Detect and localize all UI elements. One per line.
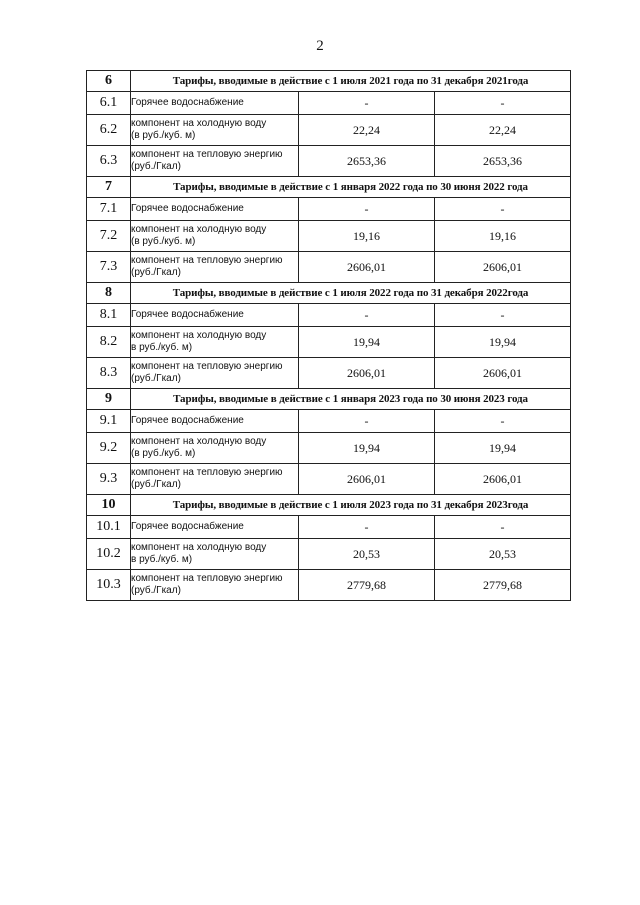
- tariff-table: [86, 70, 571, 601]
- table-row: [87, 252, 571, 283]
- value-cell-1: 2606,01: [299, 464, 435, 495]
- value-cell-1: 2606,01: [299, 252, 435, 283]
- section-number: 9: [87, 389, 131, 410]
- row-name: Горячее водоснабжение: [131, 516, 299, 539]
- table-row: [87, 358, 571, 389]
- table-row: [87, 516, 571, 539]
- value-cell-2: 19,16: [435, 221, 571, 252]
- row-name: компонент на холодную воду в руб./куб. м): [131, 539, 299, 570]
- row-name: компонент на холодную воду в руб./куб. м): [131, 327, 299, 358]
- table-row: [87, 146, 571, 177]
- row-number: 7.2: [87, 221, 131, 252]
- value-cell-1: 19,16: [299, 221, 435, 252]
- row-name: компонент на тепловую энергию (руб./Гкал): [131, 146, 299, 177]
- table-row: [87, 221, 571, 252]
- row-number: 10.1: [87, 516, 131, 539]
- row-number: 7.1: [87, 198, 131, 221]
- table-row: [87, 433, 571, 464]
- table-row: [87, 410, 571, 433]
- table-row: [87, 570, 571, 601]
- section-number: 6: [87, 71, 131, 92]
- row-number: 10.2: [87, 539, 131, 570]
- value-cell-2: 20,53: [435, 539, 571, 570]
- value-cell-1: -: [299, 410, 435, 433]
- value-cell-2: 2606,01: [435, 358, 571, 389]
- row-name: Горячее водоснабжение: [131, 304, 299, 327]
- value-cell-2: 2606,01: [435, 464, 571, 495]
- value-cell-2: 19,94: [435, 433, 571, 464]
- value-cell-2: -: [435, 304, 571, 327]
- section-title: Тарифы, вводимые в действие с 1 июля 2023 года по 31 декабря 2023года: [131, 495, 571, 516]
- row-number: 8.1: [87, 304, 131, 327]
- section-title: Тарифы, вводимые в действие с 1 января 2023 года по 30 июня 2023 года: [131, 389, 571, 410]
- value-cell-1: 22,24: [299, 115, 435, 146]
- row-name: компонент на тепловую энергию (руб./Гкал): [131, 570, 299, 601]
- value-cell-2: 2779,68: [435, 570, 571, 601]
- section-number: 10: [87, 495, 131, 516]
- table-row: [87, 92, 571, 115]
- value-cell-2: -: [435, 516, 571, 539]
- value-cell-2: 2606,01: [435, 252, 571, 283]
- value-cell-1: 19,94: [299, 433, 435, 464]
- value-cell-2: 22,24: [435, 115, 571, 146]
- row-name: компонент на холодную воду (в руб./куб. м): [131, 221, 299, 252]
- table-row: [87, 304, 571, 327]
- table-row: [87, 198, 571, 221]
- row-number: 8.3: [87, 358, 131, 389]
- value-cell-1: -: [299, 198, 435, 221]
- value-cell-1: 2653,36: [299, 146, 435, 177]
- value-cell-2: 19,94: [435, 327, 571, 358]
- row-number: 10.3: [87, 570, 131, 601]
- row-number: 9.3: [87, 464, 131, 495]
- row-number: 6.1: [87, 92, 131, 115]
- page-number: 2: [316, 38, 324, 54]
- value-cell-1: -: [299, 304, 435, 327]
- value-cell-2: 2653,36: [435, 146, 571, 177]
- row-number: 6.2: [87, 115, 131, 146]
- row-name: компонент на тепловую энергию (руб./Гкал): [131, 252, 299, 283]
- value-cell-2: -: [435, 198, 571, 221]
- row-name: Горячее водоснабжение: [131, 198, 299, 221]
- section-title: Тарифы, вводимые в действие с 1 июля 2021 года по 31 декабря 2021года: [131, 71, 571, 92]
- row-name: компонент на холодную воду (в руб./куб. м): [131, 115, 299, 146]
- section-number: 7: [87, 177, 131, 198]
- value-cell-1: 2779,68: [299, 570, 435, 601]
- table-row: [87, 327, 571, 358]
- row-name: Горячее водоснабжение: [131, 410, 299, 433]
- row-number: 9.1: [87, 410, 131, 433]
- section-header-row: [87, 495, 571, 516]
- row-number: 8.2: [87, 327, 131, 358]
- row-number: 6.3: [87, 146, 131, 177]
- section-header-row: [87, 283, 571, 304]
- table-row: [87, 539, 571, 570]
- value-cell-2: -: [435, 92, 571, 115]
- value-cell-1: -: [299, 516, 435, 539]
- row-number: 9.2: [87, 433, 131, 464]
- table-row: [87, 115, 571, 146]
- value-cell-1: 20,53: [299, 539, 435, 570]
- section-title: Тарифы, вводимые в действие с 1 июля 2022 года по 31 декабря 2022года: [131, 283, 571, 304]
- tariff-table-body: [87, 71, 571, 601]
- section-header-row: [87, 177, 571, 198]
- row-name: компонент на тепловую энергию (руб./Гкал): [131, 358, 299, 389]
- section-header-row: [87, 71, 571, 92]
- row-number: 7.3: [87, 252, 131, 283]
- row-name: компонент на холодную воду (в руб./куб. м): [131, 433, 299, 464]
- value-cell-1: 2606,01: [299, 358, 435, 389]
- value-cell-1: -: [299, 92, 435, 115]
- value-cell-2: -: [435, 410, 571, 433]
- table-row: [87, 464, 571, 495]
- section-number: 8: [87, 283, 131, 304]
- value-cell-1: 19,94: [299, 327, 435, 358]
- row-name: компонент на тепловую энергию (руб./Гкал): [131, 464, 299, 495]
- row-name: Горячее водоснабжение: [131, 92, 299, 115]
- section-header-row: [87, 389, 571, 410]
- section-title: Тарифы, вводимые в действие с 1 января 2022 года по 30 июня 2022 года: [131, 177, 571, 198]
